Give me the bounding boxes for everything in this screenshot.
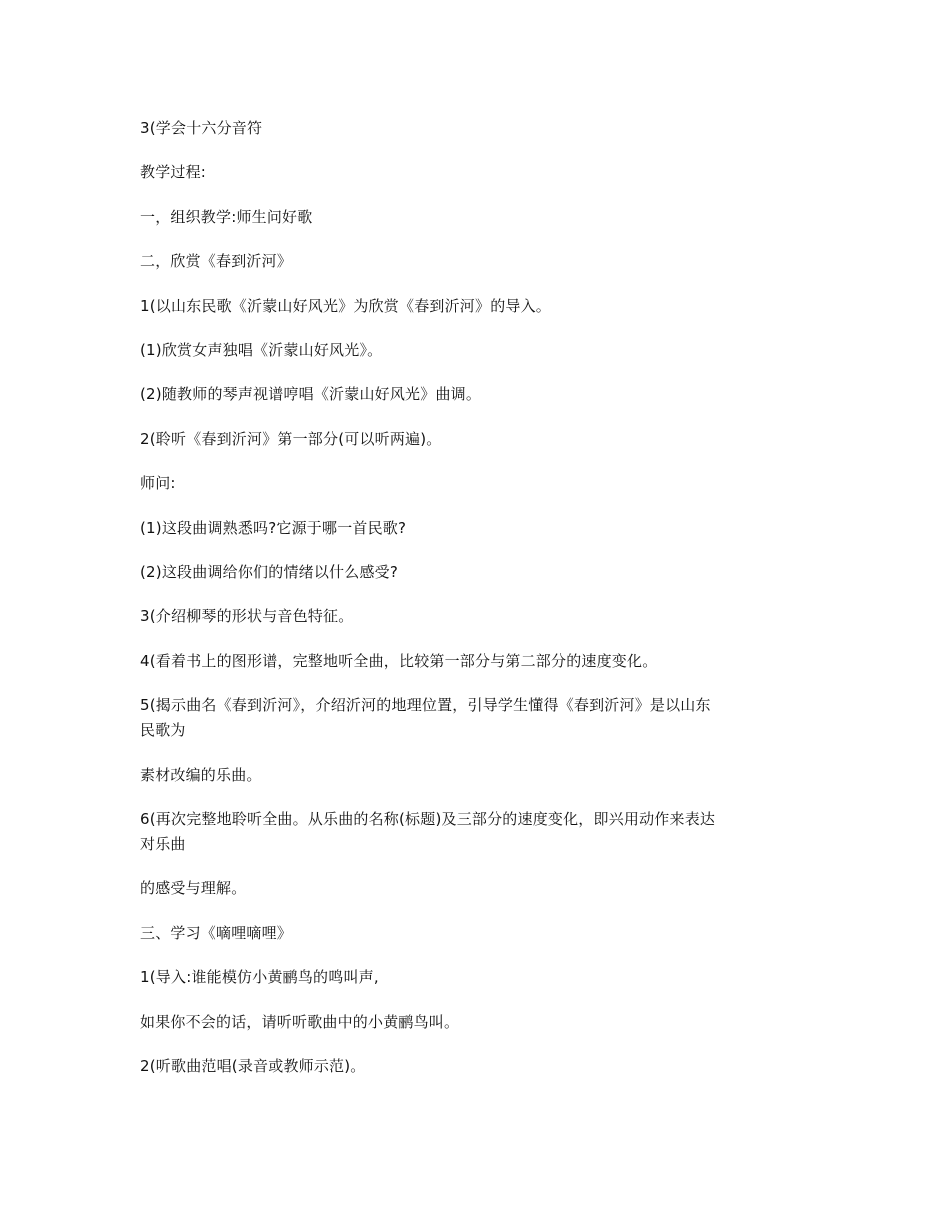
text-line: (2)这段曲调给你们的情绪以什么感受? bbox=[140, 563, 399, 581]
text-line: 素材改编的乐曲。 bbox=[140, 766, 262, 784]
text-line: (1)这段曲调熟悉吗?它源于哪一首民歌? bbox=[140, 519, 407, 537]
text-line: 4(看着书上的图形谱，完整地听全曲，比较第一部分与第二部分的速度变化。 bbox=[140, 652, 658, 670]
section-heading: 三、学习《嘀哩嘀哩》 bbox=[140, 924, 293, 942]
text-line: 如果你不会的话，请听听歌曲中的小黄鹂鸟叫。 bbox=[140, 1013, 460, 1031]
text-line: 5(揭示曲名《春到沂河》，介绍沂河的地理位置，引导学生懂得《春到沂河》是以山东 bbox=[140, 696, 711, 714]
text-line: 3(学会十六分音符 bbox=[140, 119, 263, 137]
text-line: 1(以山东民歌《沂蒙山好风光》为欣赏《春到沂河》的导入。 bbox=[140, 297, 551, 315]
text-line: 师问: bbox=[140, 474, 176, 492]
text-line: 1(导入:谁能模仿小黄鹂鸟的鸣叫声, bbox=[140, 968, 379, 986]
text-line: (2)随教师的琴声视谱哼唱《沂蒙山好风光》曲调。 bbox=[140, 385, 482, 403]
text-line: 对乐曲 bbox=[140, 835, 186, 853]
text-line: 民歌为 bbox=[140, 721, 186, 739]
text-line: (1)欣赏女声独唱《沂蒙山好风光》。 bbox=[140, 341, 383, 359]
text-line: 6(再次完整地聆听全曲。从乐曲的名称(标题)及三部分的速度变化，即兴用动作来表达 bbox=[140, 810, 716, 828]
text-line: 3(介绍柳琴的形状与音色特征。 bbox=[140, 607, 354, 625]
text-line: 2(聆听《春到沂河》第一部分(可以听两遍)。 bbox=[140, 430, 442, 448]
section-heading: 二，欣赏《春到沂河》 bbox=[140, 252, 293, 270]
section-heading: 一，组织教学:师生问好歌 bbox=[140, 208, 313, 226]
text-line: 教学过程: bbox=[140, 163, 207, 181]
text-line: 2(听歌曲范唱(录音或教师示范)。 bbox=[140, 1057, 366, 1075]
text-line: 的感受与理解。 bbox=[140, 879, 247, 897]
